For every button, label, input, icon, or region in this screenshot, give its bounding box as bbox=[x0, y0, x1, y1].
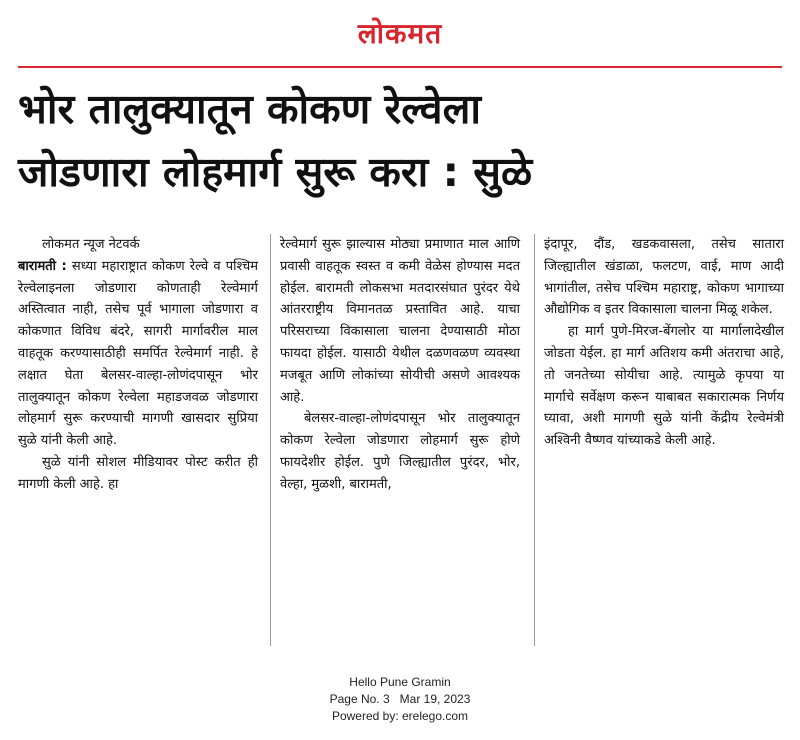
footer-page-date: Page No. 3 Mar 19, 2023 bbox=[329, 692, 471, 706]
headline bbox=[18, 78, 782, 204]
masthead bbox=[0, 14, 800, 54]
masthead-rule bbox=[18, 66, 782, 68]
lokmat-logo: लोकमत bbox=[357, 17, 443, 50]
article-paragraph: हा मार्ग पुणे-मिरज-बेंगलोर या मार्गालादेखील जोडता येईल. हा मार्ग अतिशय कमी अंतराचा आहे, तो जनतेच्या सोयीचा आहे. त्यामुळे कृपया या मार्गाचे सर्वेक्षण करून याबाबत सकारात्मक निर्णय घ्यावा, अशी मागणी सुळे यांनी केंद्रीय रेल्वेमंत्री अश्विनी वैष्णव यांच्याकडे केली आहे. bbox=[544, 324, 784, 449]
headline-line-2: जोडणारा लोहमार्ग सुरू करा : सुळे bbox=[18, 148, 533, 196]
column-separator bbox=[270, 234, 271, 646]
article-paragraph bbox=[18, 256, 258, 452]
footer-powered-by: Powered by: erelego.com bbox=[331, 709, 469, 723]
article-column-2 bbox=[280, 234, 520, 496]
page-footer bbox=[0, 674, 800, 725]
article-paragraph: रेल्वेमार्ग सुरू झाल्यास मोठ्या प्रमाणात माल आणि प्रवासी वाहतूक स्वस्त व कमी वेळेस होण्यास मदत होईल. बारामती लोकसभा मतदारसंघात पुरंदर येथे आंतरराष्ट्रीय विमानतळ प्रस्तावित आहे. याचा परिसराच्या विकासाला चालना देण्यासाठी मोठा फायदा होईल. यासाठी येथील दळणवळण व्यवस्था मजबूत आणि लोकांच्या सोयीची असणे आवश्यक आहे. bbox=[280, 237, 520, 405]
article-paragraph: सुळे यांनी सोशल मीडियावर पोस्ट करीत ही मागणी केली आहे. हा bbox=[18, 454, 258, 492]
byline: लोकमत न्यूज नेटवर्क bbox=[42, 237, 140, 252]
headline-line-1: भोर तालुक्यातून कोकण रेल्वेला bbox=[18, 85, 481, 133]
article-column-1 bbox=[18, 234, 258, 496]
column-separator bbox=[534, 234, 535, 646]
article-paragraph: बेलसर-वाल्हा-लोणंदपासून भोर तालुक्यातून कोकण रेल्वेला जोडणारा लोहमार्ग सुरू होणे फायदेशीर होईल. पुणे जिल्ह्यातील पुरंदर, भोर, वेल्हा, मुळशी, बारामती, bbox=[280, 411, 520, 492]
article-paragraph: इंदापूर, दौंड, खडकवासला, तसेच सातारा जिल्ह्यातील खंडाळा, फलटण, वाई, माण आदी भागांतील, तसेच पश्चिम महाराष्ट्र, कोकण भागाच्या औद्योगिक व इतर विकासाला चालना मिळू शकेल. bbox=[544, 237, 784, 318]
paragraph-text: सध्या महाराष्ट्रात कोकण रेल्वे व पश्चिम रेल्वेलाइनला जोडणारा कोणताही रेल्वेमार्ग अस्तित्वात नाही, तसेच पूर्व भागाला जोडणारा व कोकणात विविध बंदरे, सागरी मार्गावरील माल वाहतूक करण्यासाठीही समर्पित रेल्वेमार्ग नाही. हे लक्षात घेता बेलसर-वाल्हा-लोणंदपासून भोर तालुक्यातून कोकण रेल्वेला महाडजवळ जोडणारा लोहमार्ग सुरू करण्याची मागणी खासदार सुप्रिया सुळे यांनी केली आहे. bbox=[18, 258, 258, 449]
article-column-3 bbox=[544, 234, 784, 452]
footer-edition: Hello Pune Gramin bbox=[349, 675, 451, 689]
article-body bbox=[18, 234, 782, 654]
dateline: बारामती : bbox=[18, 258, 67, 274]
